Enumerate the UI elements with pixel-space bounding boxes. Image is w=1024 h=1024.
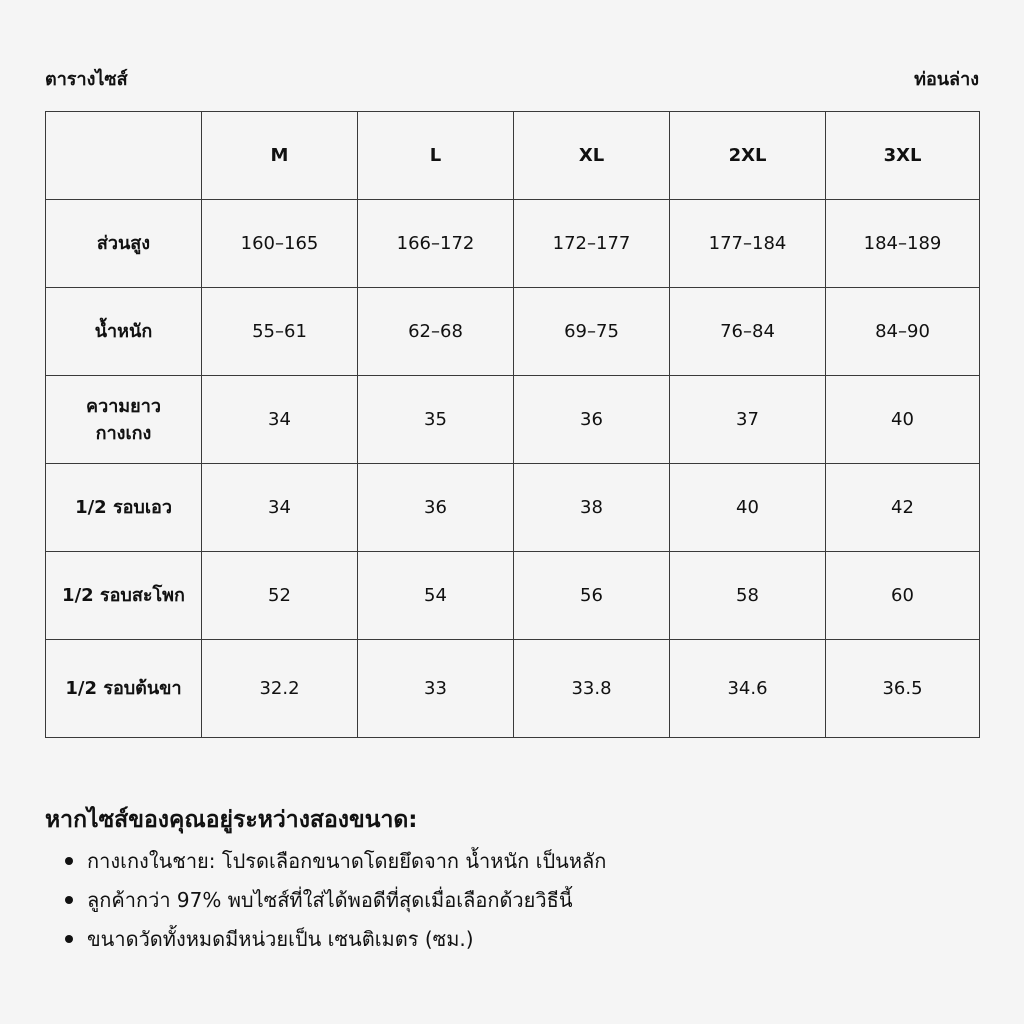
column-header-m: M: [202, 112, 358, 200]
table-cell: 160–165: [202, 200, 358, 288]
note-text: ขนาดวัดทั้งหมดมีหน่วยเป็น เซนติเมตร (ซม.): [87, 927, 474, 951]
column-header-l: L: [358, 112, 514, 200]
table-cell: 62–68: [358, 288, 514, 376]
row-label: น้ำหนัก: [46, 288, 202, 376]
column-header-xl: XL: [514, 112, 670, 200]
table-row-half-waist: [46, 464, 980, 552]
row-label: 1/2 รอบต้นขา: [46, 640, 202, 738]
page-title: ตารางไซส์: [45, 69, 128, 90]
table-cell: 166–172: [358, 200, 514, 288]
table-cell: 35: [358, 376, 514, 464]
table-cell: 37: [670, 376, 826, 464]
list-item: [45, 920, 606, 959]
table-cell: 32.2: [202, 640, 358, 738]
size-chart-table: [45, 111, 980, 738]
table-cell: 69–75: [514, 288, 670, 376]
table-cell: 34: [202, 464, 358, 552]
table-cell: 33.8: [514, 640, 670, 738]
column-header-3xl: 3XL: [826, 112, 980, 200]
table-cell: 36: [514, 376, 670, 464]
table-row-half-hip: [46, 552, 980, 640]
bullet-icon: [65, 935, 73, 943]
table-cell: 36.5: [826, 640, 980, 738]
table-cell: 40: [670, 464, 826, 552]
table-header-row: [46, 112, 980, 200]
list-item: [45, 881, 606, 920]
table-cell: 184–189: [826, 200, 980, 288]
note-text: กางเกงในชาย: โปรดเลือกขนาดโดยยึดจาก น้ำหนัก เป็นหลัก: [87, 849, 607, 873]
table-cell: 84–90: [826, 288, 980, 376]
table-row-height: [46, 200, 980, 288]
table-cell: 36: [358, 464, 514, 552]
row-label-line: กางเกง: [95, 422, 152, 444]
table-row-pants-length: [46, 376, 980, 464]
table-row-weight: [46, 288, 980, 376]
column-header-2xl: 2XL: [670, 112, 826, 200]
row-label-line: ความยาว: [86, 395, 161, 417]
row-label: 1/2 รอบสะโพก: [46, 552, 202, 640]
column-header-empty: [46, 112, 202, 200]
notes-list: [45, 842, 606, 959]
row-label: 1/2 รอบเอว: [46, 464, 202, 552]
table-cell: 60: [826, 552, 980, 640]
table-cell: 38: [514, 464, 670, 552]
table-cell: 34: [202, 376, 358, 464]
notes-title: หากไซส์ของคุณอยู่ระหว่างสองขนาด:: [45, 807, 418, 833]
table-cell: 33: [358, 640, 514, 738]
table-cell: 52: [202, 552, 358, 640]
bullet-icon: [65, 857, 73, 865]
category-label: ท่อนล่าง: [914, 69, 979, 90]
table-cell: 42: [826, 464, 980, 552]
table-cell: 56: [514, 552, 670, 640]
row-label: [46, 376, 202, 464]
table-cell: 76–84: [670, 288, 826, 376]
bullet-icon: [65, 896, 73, 904]
table-cell: 172–177: [514, 200, 670, 288]
table-row-half-thigh: [46, 640, 980, 738]
table-cell: 55–61: [202, 288, 358, 376]
table-cell: 34.6: [670, 640, 826, 738]
table-cell: 54: [358, 552, 514, 640]
list-item: [45, 842, 606, 881]
table-cell: 40: [826, 376, 980, 464]
row-label: ส่วนสูง: [46, 200, 202, 288]
note-text: ลูกค้ากว่า 97% พบไซส์ที่ใส่ได้พอดีที่สุดเมื่อเลือกด้วยวิธีนี้: [87, 888, 573, 912]
table-cell: 58: [670, 552, 826, 640]
table-cell: 177–184: [670, 200, 826, 288]
